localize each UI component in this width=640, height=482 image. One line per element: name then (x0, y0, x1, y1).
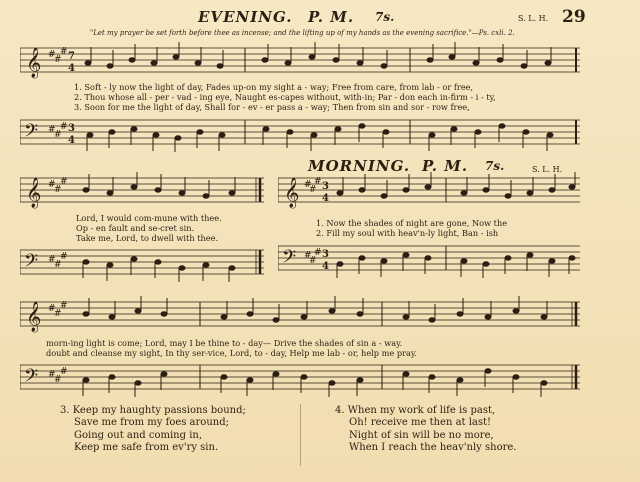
morning-author: S. L. H. (532, 165, 563, 174)
svg-text:#: # (304, 180, 312, 190)
evening-lyric-2: 2. Thou whose all - per - vad - ing eye, Naught es-capes without, with-in; Par - don each in-firm - i - ty, (74, 92, 496, 102)
evening-lyric-1: 1. Soft - ly now the light of day, Fades up-on my sight a - way; Free from care, from lab - or free, (74, 82, 474, 92)
verses-left (60, 405, 246, 455)
morning-cont-bass-svg (20, 357, 580, 397)
morning-title: MORNING. (308, 157, 411, 175)
svg-text:#: # (48, 50, 56, 60)
svg-text:#: # (60, 367, 68, 377)
morning-bass-staff (278, 238, 580, 278)
evening-cont-bass-svg (20, 242, 268, 282)
svg-text:#: # (54, 309, 62, 319)
evening-bass-svg (20, 112, 580, 152)
svg-text:#: # (60, 301, 68, 311)
svg-text:4: 4 (68, 63, 75, 74)
evening-count: 7s. (375, 10, 395, 24)
verse-left-line-1: 3. Keep my haughty passions bound; (60, 405, 246, 416)
svg-text:𝄞: 𝄞 (26, 178, 42, 208)
svg-text:7: 7 (68, 51, 75, 62)
morning-cont-lyric-1: morn-ing light is come; Lord, may I be thine to - day— Drive the shades of sin a - way. (46, 338, 403, 348)
morning-lyric-2: 2. Fill my soul with heav'n-ly light, Ban - ish (316, 228, 499, 238)
verse-right-line-2: Oh! receive me then at last! (349, 417, 492, 429)
svg-text:#: # (314, 177, 322, 187)
svg-text:#: # (60, 177, 68, 187)
svg-text:#: # (309, 185, 317, 195)
evening-cont-lyric-1: Lord, I would com-mune with thee. (76, 213, 222, 223)
svg-text:#: # (54, 260, 62, 270)
morning-cont-lyric-2: doubt and cleanse my sight, In thy ser-vice, Lord, to - day, Help me lab - or, help me pray. (46, 348, 418, 358)
morning-treble-svg (278, 172, 580, 212)
svg-text:#: # (54, 55, 62, 65)
svg-text:#: # (60, 122, 68, 132)
evening-treble-svg (20, 42, 580, 82)
evening-treble-staff (20, 42, 580, 82)
evening-author: S. L. H. (518, 14, 549, 23)
morning-lyric-1: 1. Now the shades of night are gone, Now the (316, 218, 508, 228)
evening-cont-treble-staff (20, 172, 268, 212)
svg-text:#: # (54, 130, 62, 140)
svg-text:#: # (54, 185, 62, 195)
svg-text:#: # (60, 47, 68, 57)
morning-cont-treble-staff (20, 296, 580, 336)
svg-text:#: # (309, 256, 317, 266)
svg-text:𝄞: 𝄞 (26, 302, 42, 332)
verse-left-line-4: Keep me safe from ev'ry sin. (74, 442, 219, 454)
verse-left-line-2: Save me from my foes around; (74, 417, 229, 429)
morning-cont-treble-svg (20, 296, 580, 336)
evening-cont-lyric-3: Take me, Lord, to dwell with thee. (76, 233, 219, 243)
evening-lyric-3: 3. Soon for me the light of day, Shall for - ev - er pass a - way; Then from sin and sor - row free, (74, 102, 470, 112)
morning-cont-bass-staff (20, 357, 580, 397)
svg-text:#: # (48, 255, 56, 265)
svg-text:3: 3 (322, 181, 329, 192)
page-number: 29 (562, 7, 586, 27)
svg-text:#: # (48, 125, 56, 135)
morning-count: 7s. (485, 159, 505, 173)
svg-text:𝄢: 𝄢 (24, 121, 39, 146)
verse-right-line-1: 4. When my work of life is past, (335, 405, 496, 416)
svg-text:4: 4 (322, 261, 329, 272)
svg-text:#: # (48, 370, 56, 380)
svg-text:#: # (304, 251, 312, 261)
svg-text:#: # (48, 304, 56, 314)
svg-text:#: # (60, 252, 68, 262)
svg-text:3: 3 (322, 249, 329, 260)
morning-treble-staff (278, 172, 580, 212)
verse-right-line-3: Night of sin will be no more, (349, 429, 494, 441)
evening-epigraph: "Let my prayer be set forth before thee as incense; and the lifting up of my hands as the evening sacrifice."—Ps. cxli. 2. (90, 29, 515, 37)
svg-text:3: 3 (68, 123, 75, 134)
svg-text:4: 4 (322, 193, 329, 204)
morning-bass-svg (278, 238, 580, 278)
evening-cont-lyric-2: Op - en fault and se-cret sin. (76, 223, 195, 233)
svg-text:𝄢: 𝄢 (24, 251, 39, 276)
verse-divider (300, 404, 301, 466)
evening-title: EVENING. (198, 8, 293, 26)
svg-text:4: 4 (68, 135, 75, 146)
svg-text:𝄞: 𝄞 (284, 178, 300, 208)
morning-meter: P. M. (422, 157, 469, 175)
svg-text:𝄢: 𝄢 (282, 247, 297, 272)
verse-right-line-4: When I reach the heav'nly shore. (349, 442, 517, 454)
svg-text:#: # (48, 180, 56, 190)
svg-text:#: # (314, 248, 322, 258)
verse-left-line-3: Going out and coming in, (74, 429, 203, 441)
svg-text:#: # (54, 375, 62, 385)
evening-cont-treble-svg (20, 172, 268, 212)
svg-text:𝄢: 𝄢 (24, 366, 39, 391)
evening-bass-staff (20, 112, 580, 152)
svg-text:𝄞: 𝄞 (26, 48, 42, 78)
evening-cont-bass-staff (20, 242, 268, 282)
evening-meter: P. M. (308, 8, 355, 26)
verses-right (335, 405, 516, 455)
